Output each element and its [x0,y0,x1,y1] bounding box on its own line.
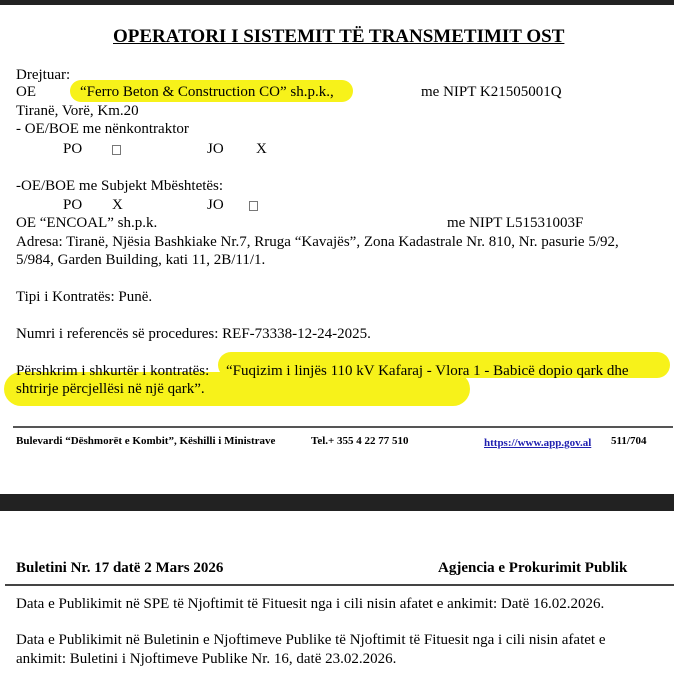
company-address: Tiranë, Vorë, Km.20 [16,103,139,119]
page-break-bar [0,494,674,511]
subcontractor-label: - OE/BOE me nënkontraktor [16,121,189,137]
footer-divider [13,426,673,428]
support-nipt: me NIPT L51531003F [447,215,584,231]
bulletin-publication-line2: ankimit: Buletini i Njoftimeve Publike Nr. 16, datë 23.02.2026. [16,651,397,667]
bulletin-divider [5,584,674,586]
support-label: -OE/BOE me Subjekt Mbështetës: [16,178,224,194]
contract-reference: Numri i referencës së procedures: REF-73338-12-24-2025. [16,326,371,342]
directed-label: Drejtuar: [16,67,71,83]
company-name: “Ferro Beton & Construction CO” sh.p.k., [80,84,334,100]
description-label: Përshkrim i shkurtër i kontratës: [16,363,210,379]
bulletin-publication-line1: Data e Publikimit në Buletinin e Njoftimeve Publike të Njoftimit të Fituesit nga i cili nisin afatet e [16,632,606,648]
support-jo-checkbox [249,201,258,211]
spe-publication: Data e Publikimit në SPE të Njoftimit të Fituesit nga i cili nisin afatet e ankimit: Datë 16.02.2026. [16,596,605,612]
support-address-line2: 5/984, Garden Building, kati 11, 2B/11/1. [16,252,266,268]
support-po-mark: X [112,197,123,213]
subcontractor-jo-mark: X [256,141,267,157]
support-oe: OE “ENCOAL” sh.p.k. [16,215,158,231]
page-title: OPERATORI I SISTEMIT TË TRANSMETIMIT OST [113,26,565,47]
bulletin-title: Buletini Nr. 17 datë 2 Mars 2026 [16,560,224,576]
footer-address: Bulevardi “Dëshmorët e Kombit”, Këshilli i Ministrave [16,435,276,447]
page-top-border [0,0,674,5]
support-address-line1: Adresa: Tiranë, Njësia Bashkiake Nr.7, Rruga “Kavajës”, Zona Kadastrale Nr. 810, Nr. pasurie 5/92, [16,234,619,250]
description-line2: shtrirje përcjellësi në një qark”. [16,381,205,397]
subcontractor-po: PO [63,141,83,157]
oe-prefix: OE [16,84,36,100]
contract-type: Tipi i Kontratës: Punë. [16,289,153,305]
description-line1: “Fuqizim i linjës 110 kV Kafaraj - Vlora 1 - Babicë dopio qark dhe [226,363,629,379]
footer-phone: Tel.+ 355 4 22 77 510 [311,435,409,447]
support-po: PO [63,197,83,213]
company-nipt: me NIPT K21505001Q [421,84,562,100]
footer-page-number: 511/704 [611,435,647,447]
footer-link[interactable]: https://www.app.gov.al [484,437,592,449]
subcontractor-jo: JO [207,141,224,157]
subcontractor-po-checkbox [112,145,121,155]
agency-name: Agjencia e Prokurimit Publik [438,560,628,576]
support-jo: JO [207,197,224,213]
